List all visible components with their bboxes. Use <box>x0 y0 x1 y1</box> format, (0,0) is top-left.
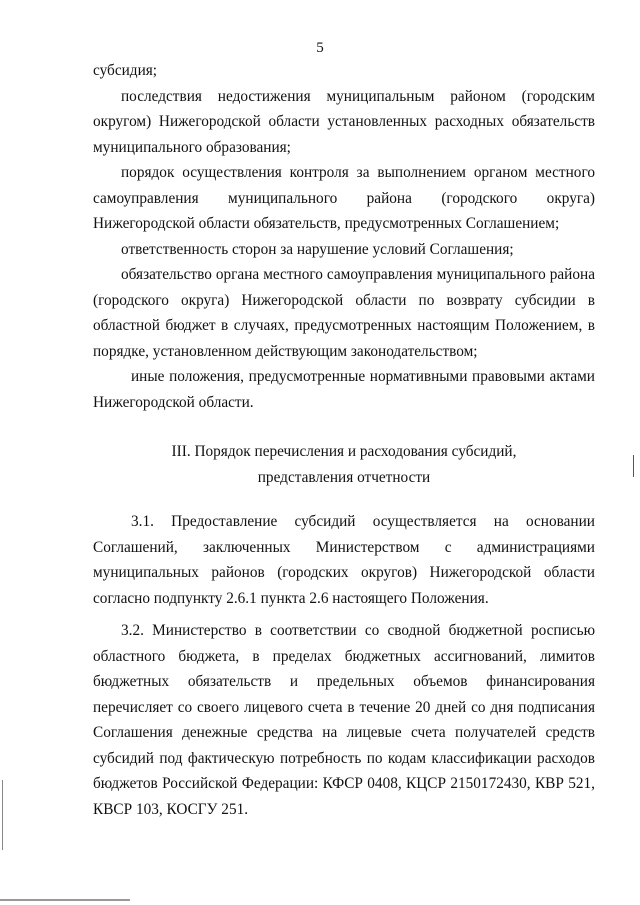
document-body <box>93 58 595 822</box>
page-number: 5 <box>316 40 324 56</box>
paragraph-refund-obligation: обязательство органа местного самоуправления муниципального района (городского округа) Нижегородской области по возврату субсидии в областной бюджет в случаях, предусмотренных настоящим Положением, в порядке, установленном действующим законодательством; <box>93 266 595 360</box>
section-heading <box>93 439 595 490</box>
paragraph-subsidy: субсидия; <box>93 62 158 79</box>
section-heading-line-2: представления отчетности <box>257 468 431 486</box>
paragraph-3-2: 3.2. Министерство в соответствии со сводной бюджетной росписью областного бюджета, в пределах бюджетных ассигнований, лимитов бюджетных обязательств и предельных объемов финансирования перечисляет со своего лицевого счета в течение 20 дней со дня подписания Соглашения денежные средства на лицевые счета получателей средств субсидий под фактическую потребность по кодам классификации расходов бюджетов Российской Федерации: КФСР 0408, КЦСР 2150172430, КВР 521, КВСР 103, КОСГУ 251. <box>93 622 595 818</box>
paragraph-consequences: последствия недостижения муниципальным районом (городским округом) Нижегородской области установленных расходных обязательств муниципального образования; <box>93 87 595 156</box>
paragraph-3-1: 3.1. Предоставление субсидий осуществляется на основании Соглашений, заключенных Министерством с администрациями муниципальных районов (городских округов) Нижегородской области согласно подпункту 2.6.1 пункта 2.6 настоящего Положения. <box>93 513 595 607</box>
paragraph-responsibility: ответственность сторон за нарушение условий Соглашения; <box>121 240 514 258</box>
paragraph-control-procedure: порядок осуществления контроля за выполнением органом местного самоуправления муниципального района (городского округа) Нижегородской области обязательств, предусмотренных Соглашением; <box>93 164 595 232</box>
scan-edge-mark-left <box>2 780 3 850</box>
paragraph-other-provisions: иные положения, предусмотренные нормативными правовыми актами Нижегородской области. <box>93 368 595 411</box>
scan-edge-mark-bottom <box>0 899 130 901</box>
scan-edge-mark-right <box>633 455 634 477</box>
section-heading-line-1: III. Порядок перечисления и расходования субсидий, <box>171 443 517 460</box>
